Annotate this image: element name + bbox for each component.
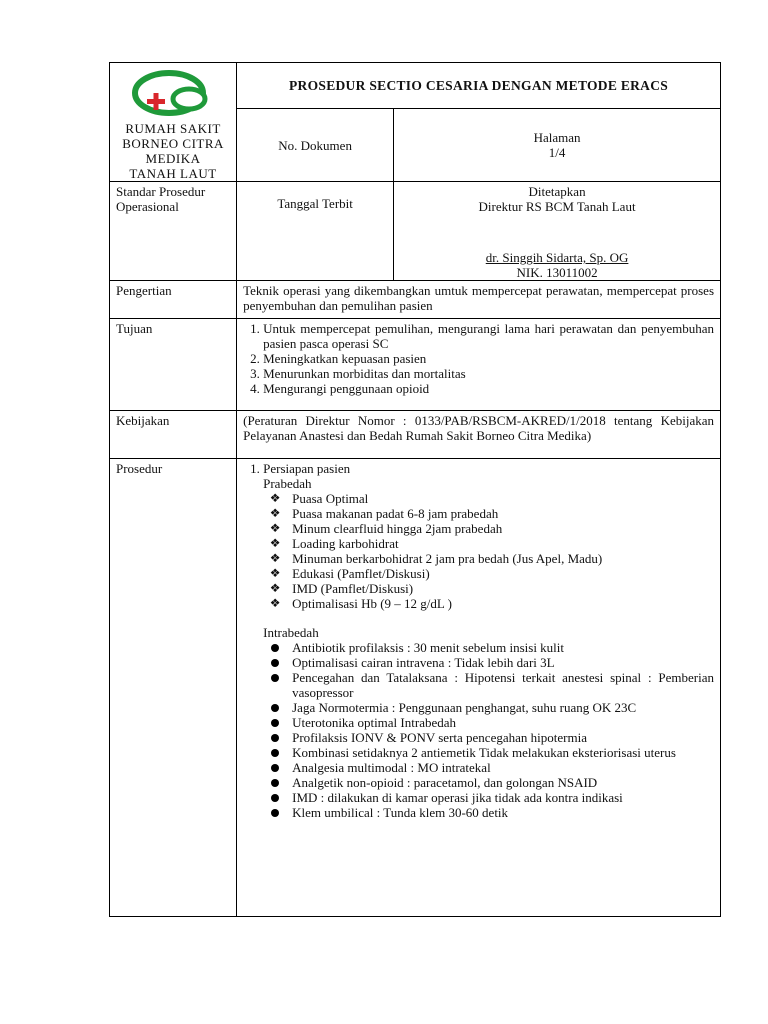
document-title: PROSEDUR SECTIO CESARIA DENGAN METODE ERACS [237, 63, 721, 109]
list-item: Klem umbilical : Tunda klem 30-60 detik [292, 805, 714, 820]
prosedur-label: Prosedur [110, 459, 237, 917]
dot-bullet-icon [271, 674, 279, 682]
intrabedah-label: Intrabedah [263, 625, 319, 640]
list-item: ❖ Loading karbohidrat [269, 536, 399, 551]
dot-bullet-icon [271, 809, 279, 817]
pengertian-label: Pengertian [110, 281, 237, 319]
list-item: Kombinasi setidaknya 2 antiemetik Tidak melakukan eksteriorisasi uterus [292, 745, 714, 760]
hospital-name-2: BORNEO CITRA [122, 136, 224, 151]
tujuan-label: Tujuan [110, 319, 237, 411]
kebijakan-text: (Peraturan Direktur Nomor : 0133/PAB/RSBCM-AKRED/1/2018 tentang Kebijakan Pelayanan Anastesi dan Bedah Rumah Sakit Borneo Citra Medika) [237, 411, 721, 459]
intrabedah-list [243, 640, 714, 820]
sop-label: Standar Prosedur Operasional [110, 182, 237, 281]
dot-bullet-icon [271, 644, 279, 652]
signer-name: dr. Singgih Sidarta, Sp. OG [485, 250, 629, 265]
list-item: ❖ Minuman berkarbohidrat 2 jam pra bedah (Jus Apel, Madu) [269, 551, 603, 566]
list-item: Uterotonika optimal Intrabedah [292, 715, 714, 730]
list-item: ❖ Edukasi (Pamflet/Diskusi) [269, 566, 430, 581]
prabedah-label: Prabedah [263, 476, 312, 491]
sop-table [109, 62, 721, 917]
list-item: ❖ Minum clearfluid hingga 2jam prabedah [269, 521, 503, 536]
established-cell [394, 182, 721, 281]
list-item: Pencegahan dan Tatalaksana : Hipotensi terkait anestesi spinal : Pemberian vasopressor [292, 670, 714, 700]
hospital-name-4: TANAH LAUT [129, 166, 217, 181]
director-label: Direktur RS BCM Tanah Laut [478, 199, 636, 214]
prosedur-step-1: 1. Persiapan pasien [263, 461, 714, 476]
dot-bullet-icon [271, 749, 279, 757]
diamond-bullet-icon: ❖ [269, 491, 281, 505]
established-label: Ditetapkan [528, 184, 586, 199]
list-item: Antibiotik profilaksis : 30 menit sebelum insisi kulit [292, 640, 714, 655]
list-item: 2. Meningkatkan kepuasan pasien [263, 351, 714, 366]
diamond-bullet-icon: ❖ [269, 551, 281, 565]
hospital-cell [110, 63, 237, 182]
hospital-name-3: MEDIKA [145, 151, 201, 166]
list-item: Profilaksis IONV & PONV serta pencegahan hipotermia [292, 730, 714, 745]
diamond-bullet-icon: ❖ [269, 581, 281, 595]
prabedah-list [243, 491, 714, 611]
diamond-bullet-icon: ❖ [269, 596, 281, 610]
list-item: Optimalisasi cairan intravena : Tidak lebih dari 3L [292, 655, 714, 670]
document-number-label: No. Dokumen [237, 109, 394, 182]
page-value: 1/4 [548, 145, 566, 161]
pengertian-text: Teknik operasi yang dikembangkan umtuk mempercepat perawatan, mempercepat proses penyembuhan dan pemulihan pasien [237, 281, 721, 319]
tujuan-cell [237, 319, 721, 411]
diamond-bullet-icon: ❖ [269, 536, 281, 550]
dot-bullet-icon [271, 779, 279, 787]
list-item: IMD : dilakukan di kamar operasi jika tidak ada kontra indikasi [292, 790, 714, 805]
dot-bullet-icon [271, 704, 279, 712]
signer-nik: NIK. 13011002 [516, 265, 598, 280]
dot-bullet-icon [271, 734, 279, 742]
kebijakan-label: Kebijakan [110, 411, 237, 459]
list-item: ❖ Puasa makanan padat 6-8 jam prabedah [269, 506, 499, 521]
list-item: Jaga Normotermia : Penggunaan penghangat, suhu ruang OK 23C [292, 700, 714, 715]
prosedur-steps [243, 461, 714, 476]
prosedur-cell [237, 459, 721, 917]
page-label: Halaman [533, 130, 581, 146]
diamond-bullet-icon: ❖ [269, 566, 281, 580]
list-item: 4. Mengurangi penggunaan opioid [263, 381, 714, 396]
list-item: Analgesia multimodal : MO intratekal [292, 760, 714, 775]
list-item: ❖ IMD (Pamflet/Diskusi) [269, 581, 414, 596]
dot-bullet-icon [271, 794, 279, 802]
diamond-bullet-icon: ❖ [269, 506, 281, 520]
list-item: ❖ Optimalisasi Hb (9 – 12 g/dL ) [269, 596, 452, 611]
list-item: 3. Menurunkan morbiditas dan mortalitas [263, 366, 714, 381]
hospital-logo-icon [131, 69, 215, 121]
dot-bullet-icon [271, 659, 279, 667]
diamond-bullet-icon: ❖ [269, 521, 281, 535]
tujuan-list [243, 321, 714, 396]
list-item: Analgetik non-opioid : paracetamol, dan golongan NSAID [292, 775, 714, 790]
dot-bullet-icon [271, 719, 279, 727]
list-item: ❖ Puasa Optimal [269, 491, 369, 506]
dot-bullet-icon [271, 764, 279, 772]
issue-date-label: Tanggal Terbit [237, 182, 394, 281]
list-item: 1. Untuk mempercepat pemulihan, mengurangi lama hari perawatan dan penyembuhan pasien pasca operasi SC [263, 321, 714, 351]
hospital-name-1: RUMAH SAKIT [125, 121, 221, 136]
page-cell [394, 109, 721, 182]
